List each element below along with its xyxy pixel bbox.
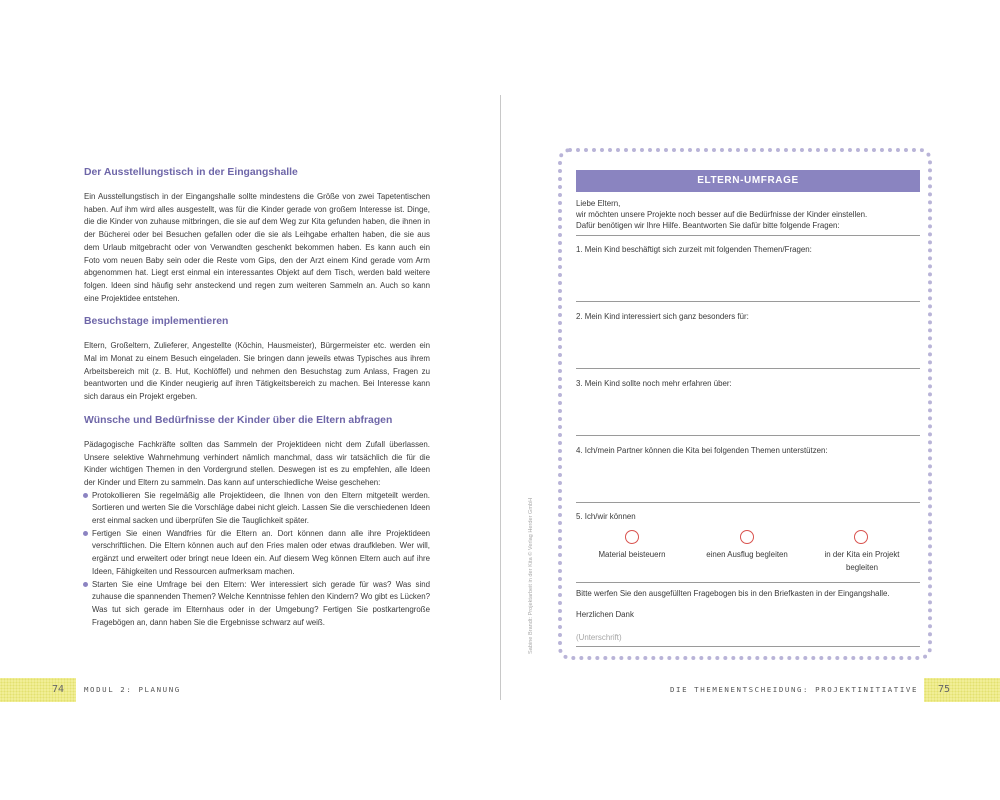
left-page-content [84, 166, 430, 629]
page-number-right: 75 [924, 678, 1000, 702]
paragraph-besuchstage: Eltern, Großeltern, Zulieferer, Angestellte (Köchin, Hausmeister), Bürgermeister etc. werden ein Mal im Monat zu einem Besuch eingeladen. Sie bringen dann jeweils etwas Typisches aus ihrem Arbeitsbereich mit (z. B. Hut, Kochlöffel) und nehmen den Besuchstag zum Anlass, Fragen zu beantworten und die Kinder neugierig auf ihren Tätigkeitsbereich zu machen. Bei Interesse kann sich daraus ein Projekt ergeben. [84, 341, 430, 402]
survey-greeting: Liebe Eltern, [576, 199, 621, 208]
list-item: Protokollieren Sie regelmäßig alle Projektideen, die Ihnen von den Eltern mitgeteilt werden. Sortieren und werten Sie die Vorschläge dabei nicht gleich. Lassen Sie die verschiedenen Ideen erst einmal sacken und überprüfen Sie die Tauglichkeit später. [84, 490, 430, 528]
answer-line-2[interactable] [576, 368, 920, 369]
survey-closing: Bitte werfen Sie den ausgefüllten Fragebogen bis in den Briefkasten in der Eingangshalle. [576, 589, 890, 598]
question-2: 2. Mein Kind interessiert sich ganz besonders für: [576, 312, 749, 321]
answer-line-1[interactable] [576, 301, 920, 302]
survey-intro-line1: wir möchten unsere Projekte noch besser auf die Bedürfnisse der Kinder einstellen. [576, 210, 868, 219]
option-label-projekt: in der Kita ein Projekt begleiten [824, 550, 900, 572]
question-3: 3. Mein Kind sollte noch mehr erfahren über: [576, 379, 732, 388]
right-page [500, 0, 1000, 800]
heading-besuchstage: Besuchstage implementieren [84, 316, 229, 328]
list-item: Starten Sie eine Umfrage bei den Eltern: Wer interessiert sich gerade für was? Was sind zuhause die spannenden Themen? Welche Kenntnisse fehlen den Kindern? Wo gibt es Lücken? Was tut sich gerade im Elternhaus oder in der Umgebung? Fertigen Sie postkartengroße Fragebögen an, dann haben Sie die Ergebnisse schwarz auf weiß. [84, 579, 430, 630]
footer-chapter-label: DIE THEMENENTSCHEIDUNG: PROJEKTINITIATIVE [669, 685, 918, 694]
survey-thanks: Herzlichen Dank [576, 610, 634, 619]
list-item: Fertigen Sie einen Wandfries für die Eltern an. Dort können dann alle ihre Projektideen verschriftlichen. Die Eltern können auch auf den Fries malen oder etwas draufkleben. Wer will, ergänzt und erweitert oder bringt neue Ideen ein. Auf diesem Weg können Eltern auch auf ihre Ideen, Fähigkeiten und Ressourcen aufmerksam machen. [84, 528, 430, 579]
checkbox-material[interactable] [625, 530, 639, 544]
question-5: 5. Ich/wir können [576, 512, 636, 521]
bullet-dot-icon [83, 582, 88, 587]
option-label-material: Material beisteuern [598, 550, 666, 559]
bullet-list [84, 490, 430, 630]
survey-intro-line2: Dafür benötigen wir Ihre Hilfe. Beantworten Sie dafür bitte folgende Fragen: [576, 221, 840, 230]
right-footer [500, 678, 1000, 702]
answer-line-3[interactable] [576, 435, 920, 436]
divider [576, 235, 920, 236]
heading-ausstellungstisch: Der Ausstellungstisch in der Eingangshalle [84, 167, 298, 178]
paragraph-ausstellungstisch: Ein Ausstellungstisch in der Eingangshalle sollte mindestens die Größe von zwei Tapetentischen haben. Auf ihm wird alles ausgestellt, was für die Kinder gerade von großem Interesse ist. Dinge, die die Kinder von zuhause mitbringen, die sie auf dem Weg zur Kita gefunden haben, die ihnen in der Bücherei oder bei Besuchen gefallen oder die sie als Leihgabe erhalten haben, die sie aus dem Urlaub mitgebracht oder von Verwandten geschenkt bekommen haben. Es kann auch ein Foto vom neuen Baby sein oder die Reste vom Gips, den der Arzt einem Kind gerade vom Arm abgenommen hat. Liegt erst einmal ein interessantes Objekt auf dem Tisch, werden bald weitere folgen. Ideen sind häufig sehr ansteckend und regen zum weiteren Sammeln an. Auch so kann eine Projektidee entstehen. [84, 192, 430, 303]
heading-wuensche: Wünsche und Bedürfnisse der Kinder über die Eltern abfragen [84, 414, 393, 426]
survey-title: ELTERN-UMFRAGE [576, 170, 920, 192]
footer-module-label: MODUL 2: PLANUNG [84, 685, 181, 694]
divider [576, 582, 920, 583]
question-4: 4. Ich/mein Partner können die Kita bei folgenden Themen unterstützen: [576, 446, 828, 455]
page-number-left: 74 [0, 678, 76, 702]
side-credit: Sabine Brandt: Projektarbeit in der Kita © Verlag Herder GmbH [528, 497, 534, 654]
option-label-ausflug: einen Ausflug begleiten [706, 550, 788, 559]
bullet-dot-icon [83, 531, 88, 536]
checkbox-projekt[interactable] [854, 530, 868, 544]
survey-form [558, 148, 932, 660]
question-1: 1. Mein Kind beschäftigt sich zurzeit mit folgenden Themen/Fragen: [576, 245, 812, 254]
bullet-dot-icon [83, 493, 88, 498]
checkbox-ausflug[interactable] [740, 530, 754, 544]
signature-line[interactable] [576, 646, 920, 647]
answer-line-4[interactable] [576, 502, 920, 503]
signature-placeholder: (Unterschrift) [576, 633, 622, 642]
left-footer [0, 678, 500, 702]
paragraph-wuensche: Pädagogische Fachkräfte sollten das Sammeln der Projektideen nicht dem Zufall überlassen. Unsere selektive Wahrnehmung verhindert nämlich manchmal, dass wir tatsächlich die für die Kinder wichtigen Themen in den Vordergrund stellen. Deswegen ist es zu empfehlen, alle Ideen der Kinder und Eltern zu sammeln. Das kann auf unterschiedliche Weise geschehen: [84, 439, 430, 487]
